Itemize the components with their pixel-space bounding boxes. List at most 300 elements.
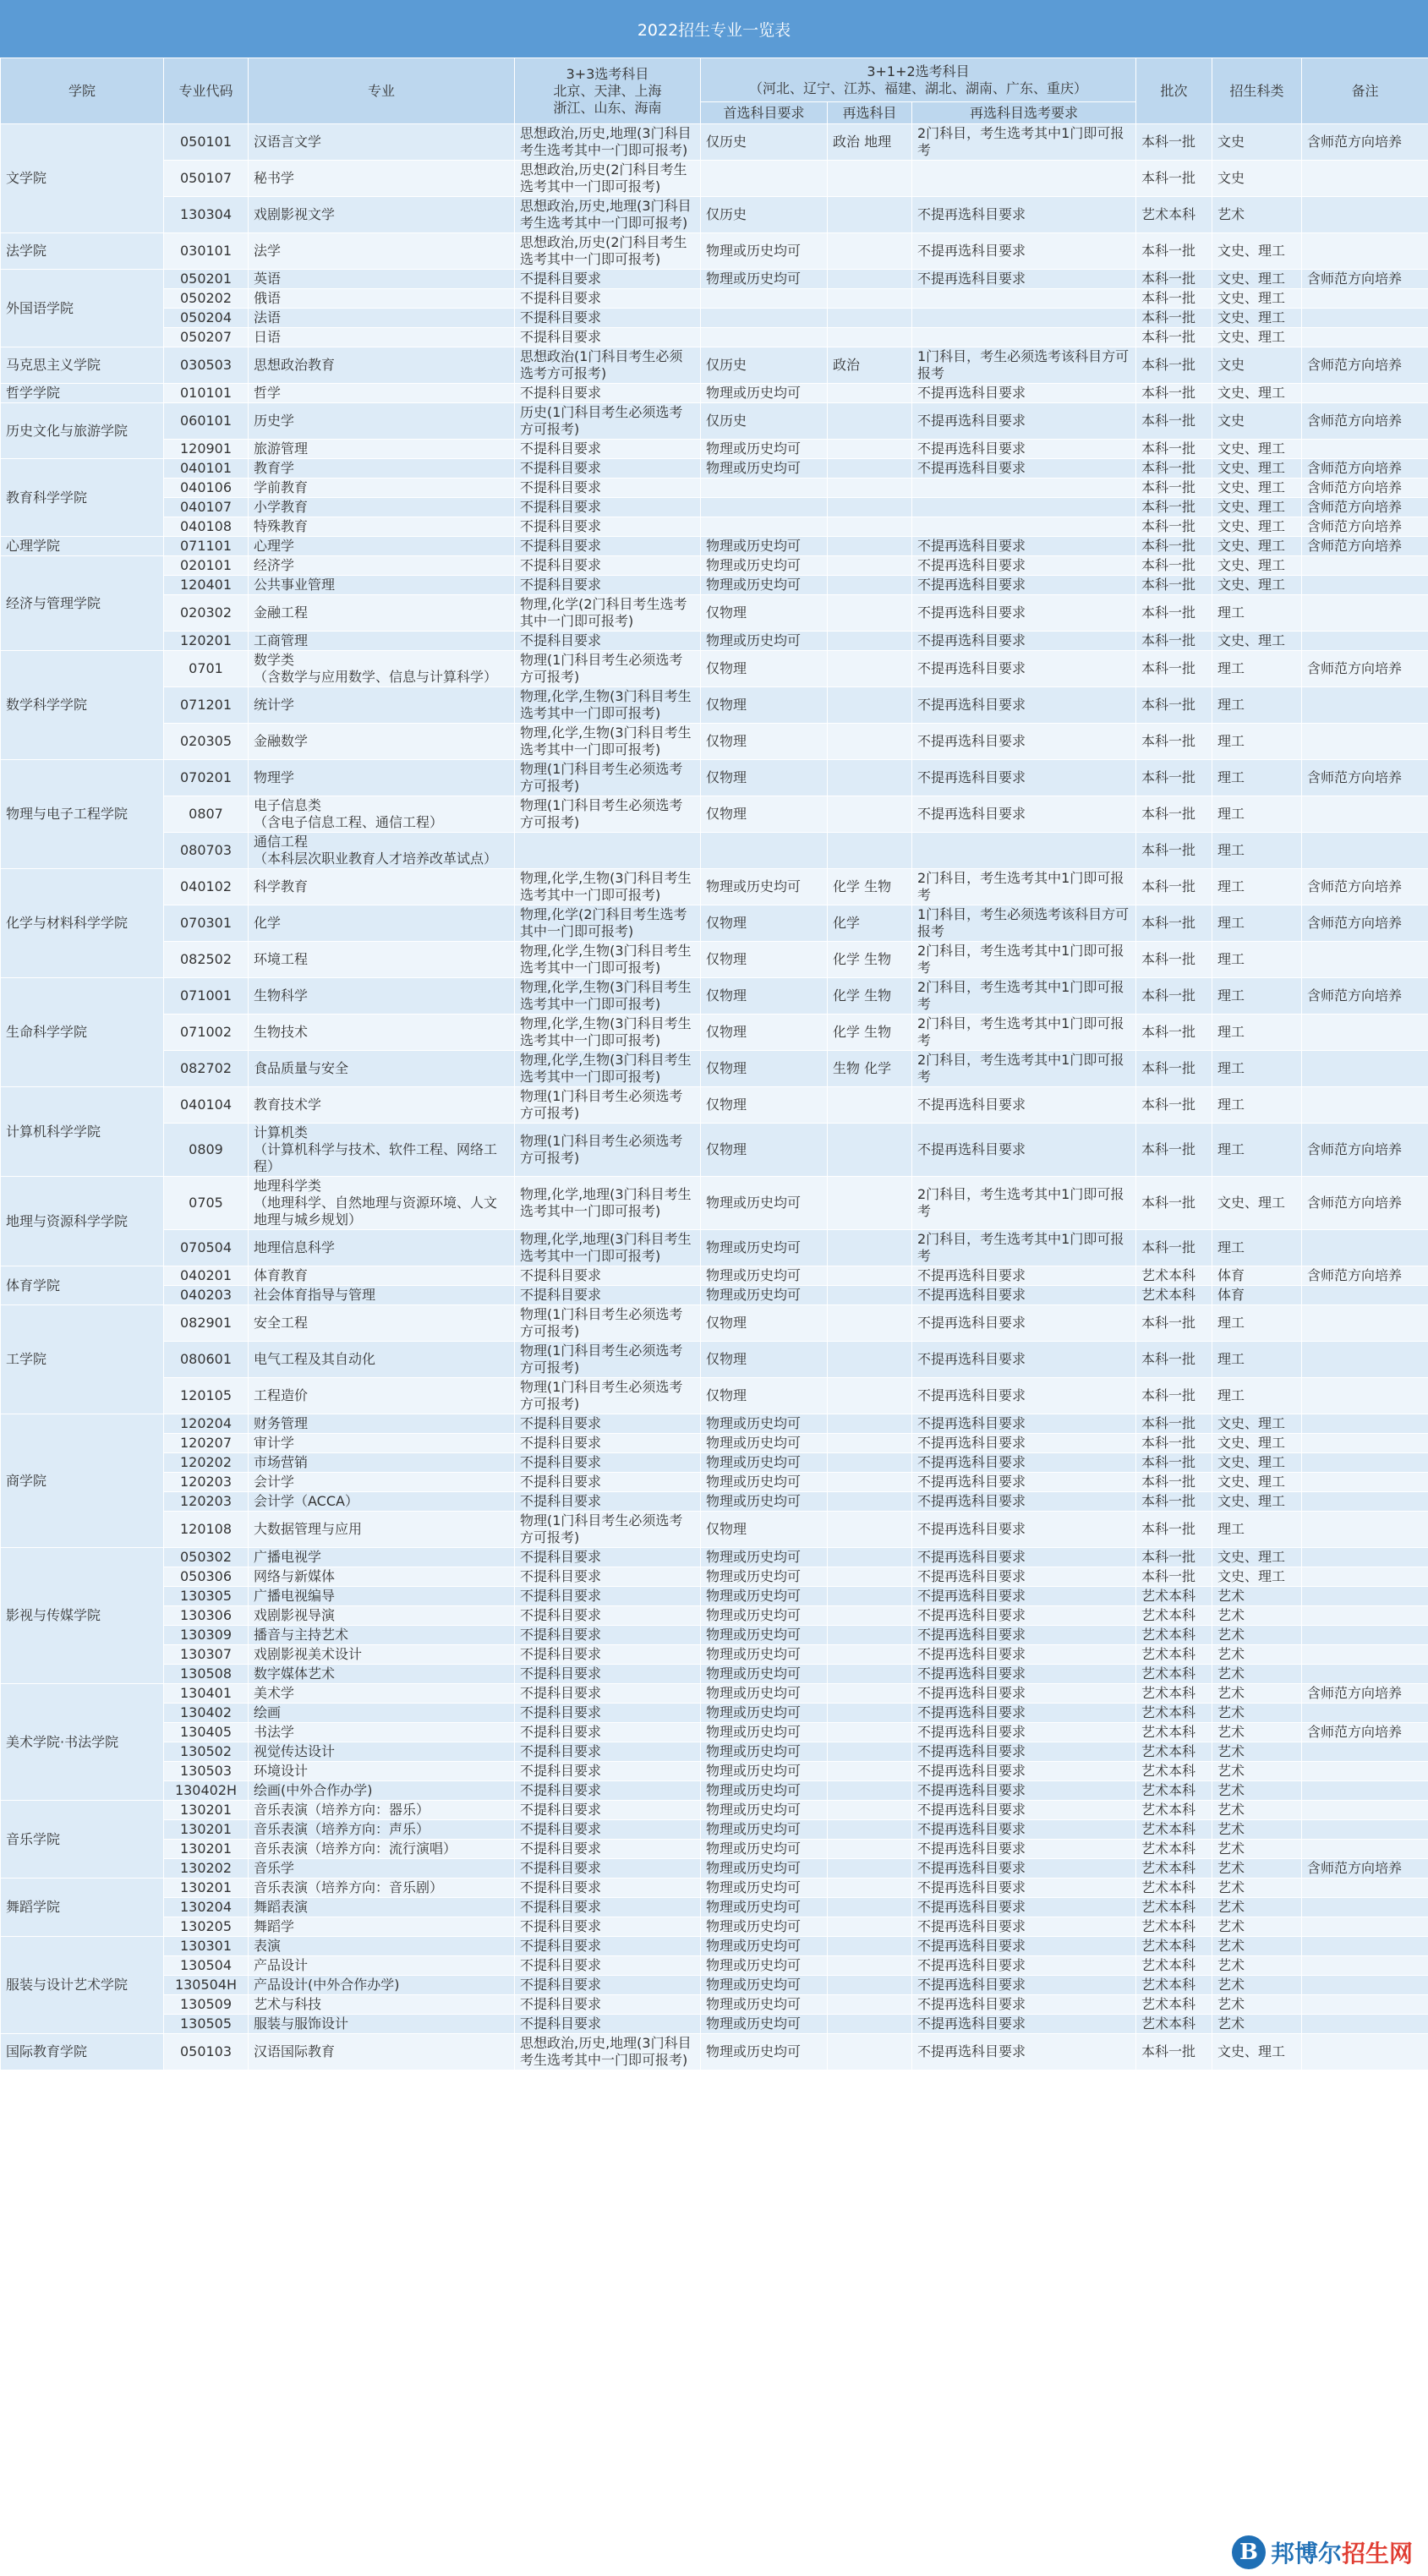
secondary-requirement: 不提再选科目要求: [912, 270, 1136, 289]
major-name: 物理学: [249, 760, 515, 796]
subject-req-3plus3: 物理,化学,生物(3门科目考生选考其中一门即可报考): [515, 724, 701, 760]
note: [1302, 1015, 1428, 1051]
college-name: 外国语学院: [1, 270, 164, 347]
major-code: 060101: [164, 403, 249, 440]
major-code: 050107: [164, 161, 249, 197]
batch: 艺术本科: [1136, 1645, 1212, 1665]
batch: 艺术本科: [1136, 1840, 1212, 1859]
major-name: 公共事业管理: [249, 576, 515, 595]
category: 文史: [1212, 347, 1302, 384]
category: 理工: [1212, 651, 1302, 687]
note: [1302, 1606, 1428, 1626]
category: 文史、理工: [1212, 1548, 1302, 1567]
table-row: [1, 347, 1428, 384]
secondary-requirement: 不提再选科目要求: [912, 1342, 1136, 1378]
batch: 本科一批: [1136, 1378, 1212, 1414]
category: 理工: [1212, 796, 1302, 833]
major-code: 130205: [164, 1917, 249, 1937]
subject-req-3plus3: 不提科目要求: [515, 1626, 701, 1645]
major-code: 130202: [164, 1859, 249, 1879]
primary-subject: [701, 517, 828, 537]
category: 文史、理工: [1212, 2034, 1302, 2070]
subject-req-3plus3: 物理(1门科目考生必须选考方可报考): [515, 1124, 701, 1177]
table-row: [1, 1587, 1428, 1606]
major-name: 体育教育: [249, 1266, 515, 1286]
primary-subject: 物理或历史均可: [701, 1684, 828, 1704]
major-name: 服装与服饰设计: [249, 2015, 515, 2034]
note: [1302, 384, 1428, 403]
table-row: [1, 1684, 1428, 1704]
major-name: 绘画: [249, 1704, 515, 1723]
table-row: [1, 1548, 1428, 1567]
primary-subject: 物理或历史均可: [701, 1704, 828, 1723]
batch: 艺术本科: [1136, 1859, 1212, 1879]
major-name: 艺术与科技: [249, 1995, 515, 2015]
primary-subject: 物理或历史均可: [701, 1606, 828, 1626]
category: 理工: [1212, 1342, 1302, 1378]
category: 文史、理工: [1212, 517, 1302, 537]
primary-subject: 物理或历史均可: [701, 556, 828, 576]
category: 文史、理工: [1212, 459, 1302, 479]
major-name: 戏剧影视美术设计: [249, 1645, 515, 1665]
subject-req-3plus3: 不提科目要求: [515, 2015, 701, 2034]
subject-req-3plus3: 物理,化学,生物(3门科目考生选考其中一门即可报考): [515, 1051, 701, 1087]
secondary-requirement: 不提再选科目要求: [912, 595, 1136, 632]
primary-subject: 物理或历史均可: [701, 1626, 828, 1645]
subject-req-3plus3: 不提科目要求: [515, 632, 701, 651]
college-name: 美术学院·书法学院: [1, 1684, 164, 1801]
major-code: 130405: [164, 1723, 249, 1742]
primary-subject: 仅历史: [701, 124, 828, 161]
secondary-subject: [828, 2034, 912, 2070]
major-code: 120204: [164, 1414, 249, 1434]
table-row: [1, 1567, 1428, 1587]
college-name: 计算机科学学院: [1, 1087, 164, 1177]
batch: 本科一批: [1136, 651, 1212, 687]
secondary-requirement: 不提再选科目要求: [912, 1976, 1136, 1995]
batch: 本科一批: [1136, 161, 1212, 197]
secondary-subject: [828, 595, 912, 632]
college-name: 物理与电子工程学院: [1, 760, 164, 869]
major-code: 020305: [164, 724, 249, 760]
secondary-requirement: 不提再选科目要求: [912, 1626, 1136, 1645]
admissions-table: [0, 57, 1428, 2070]
secondary-subject: 化学 生物: [828, 978, 912, 1015]
major-code: 040106: [164, 479, 249, 498]
major-name: 音乐表演（培养方向：流行演唱）: [249, 1840, 515, 1859]
site-watermark: [1223, 2532, 1421, 2573]
subject-req-3plus3: 不提科目要求: [515, 1684, 701, 1704]
batch: 艺术本科: [1136, 1684, 1212, 1704]
major-code: 080703: [164, 833, 249, 869]
category: 文史、理工: [1212, 556, 1302, 576]
note: 含师范方向培养: [1302, 905, 1428, 942]
subject-req-3plus3: 物理(1门科目考生必须选考方可报考): [515, 1342, 701, 1378]
table-row: [1, 1859, 1428, 1879]
table-row: [1, 1645, 1428, 1665]
subject-req-3plus3: 不提科目要求: [515, 1434, 701, 1453]
secondary-subject: [828, 289, 912, 309]
category: 艺术: [1212, 1898, 1302, 1917]
subject-req-3plus3: 不提科目要求: [515, 1723, 701, 1742]
major-name: 汉语国际教育: [249, 2034, 515, 2070]
subject-req-3plus3: 思想政治(1门科目考生必须选考方可报考): [515, 347, 701, 384]
secondary-requirement: 不提再选科目要求: [912, 1859, 1136, 1879]
major-name: 特殊教育: [249, 517, 515, 537]
secondary-requirement: 不提再选科目要求: [912, 1414, 1136, 1434]
secondary-requirement: 不提再选科目要求: [912, 1473, 1136, 1492]
secondary-requirement: 不提再选科目要求: [912, 1087, 1136, 1124]
table-row: [1, 632, 1428, 651]
secondary-subject: [828, 161, 912, 197]
batch: 本科一批: [1136, 270, 1212, 289]
subject-req-3plus3: 不提科目要求: [515, 270, 701, 289]
subject-req-3plus3: 不提科目要求: [515, 1840, 701, 1859]
major-code: 080601: [164, 1342, 249, 1378]
subject-req-3plus3: 物理(1门科目考生必须选考方可报考): [515, 1512, 701, 1548]
major-code: 050204: [164, 309, 249, 328]
category: 文史、理工: [1212, 576, 1302, 595]
note: [1302, 1342, 1428, 1378]
category: 艺术: [1212, 1840, 1302, 1859]
major-code: 071201: [164, 687, 249, 724]
major-name: 化学: [249, 905, 515, 942]
note: 含师范方向培养: [1302, 517, 1428, 537]
secondary-requirement: 不提再选科目要求: [912, 403, 1136, 440]
category: 艺术: [1212, 1704, 1302, 1723]
major-name: 历史学: [249, 403, 515, 440]
secondary-subject: [828, 1956, 912, 1976]
primary-subject: 物理或历史均可: [701, 1840, 828, 1859]
category: 艺术: [1212, 1742, 1302, 1762]
subject-req-3plus3: 不提科目要求: [515, 1567, 701, 1587]
major-name: 舞蹈学: [249, 1917, 515, 1937]
category: 艺术: [1212, 1976, 1302, 1995]
major-name: 安全工程: [249, 1305, 515, 1342]
batch: 本科一批: [1136, 440, 1212, 459]
major-code: 050306: [164, 1567, 249, 1587]
table-row: [1, 1898, 1428, 1917]
batch: 本科一批: [1136, 1512, 1212, 1548]
major-code: 040108: [164, 517, 249, 537]
major-code: 030503: [164, 347, 249, 384]
secondary-requirement: 2门科目，考生选考其中1门即可报考: [912, 1177, 1136, 1230]
batch: 本科一批: [1136, 289, 1212, 309]
secondary-subject: [828, 651, 912, 687]
table-row: [1, 595, 1428, 632]
category: 文史、理工: [1212, 1567, 1302, 1587]
secondary-subject: [828, 2015, 912, 2034]
secondary-subject: 化学 生物: [828, 942, 912, 978]
subject-req-3plus3: 思想政治,历史,地理(3门科目考生选考其中一门即可报考): [515, 124, 701, 161]
note: [1302, 724, 1428, 760]
major-code: 040102: [164, 869, 249, 905]
secondary-requirement: 不提再选科目要求: [912, 2034, 1136, 2070]
major-name: 绘画(中外合作办学): [249, 1781, 515, 1801]
header-college: 学院: [1, 58, 164, 124]
secondary-requirement: 不提再选科目要求: [912, 1378, 1136, 1414]
primary-subject: [701, 833, 828, 869]
primary-subject: 物理或历史均可: [701, 1177, 828, 1230]
subject-req-3plus3: 不提科目要求: [515, 1937, 701, 1956]
subject-req-3plus3: 不提科目要求: [515, 1859, 701, 1879]
note: [1302, 1704, 1428, 1723]
category: 艺术: [1212, 1606, 1302, 1626]
subject-req-3plus3: 不提科目要求: [515, 328, 701, 347]
major-code: 120203: [164, 1473, 249, 1492]
major-code: 130503: [164, 1762, 249, 1781]
primary-subject: [701, 498, 828, 517]
note: [1302, 1473, 1428, 1492]
table-row: [1, 270, 1428, 289]
major-code: 130508: [164, 1665, 249, 1684]
secondary-subject: [828, 440, 912, 459]
table-row: [1, 2015, 1428, 2034]
secondary-requirement: 不提再选科目要求: [912, 537, 1136, 556]
secondary-subject: [828, 1665, 912, 1684]
secondary-subject: [828, 724, 912, 760]
subject-req-3plus3: 不提科目要求: [515, 1742, 701, 1762]
note: [1302, 576, 1428, 595]
college-name: 音乐学院: [1, 1801, 164, 1879]
secondary-subject: [828, 556, 912, 576]
secondary-subject: [828, 1917, 912, 1937]
major-code: 0705: [164, 1177, 249, 1230]
table-row: [1, 869, 1428, 905]
category: 文史: [1212, 161, 1302, 197]
primary-subject: 物理或历史均可: [701, 1762, 828, 1781]
major-name: 音乐表演（培养方向：器乐）: [249, 1801, 515, 1820]
note: [1302, 632, 1428, 651]
major-code: 040107: [164, 498, 249, 517]
category: 艺术: [1212, 1781, 1302, 1801]
subject-req-3plus3: 思想政治,历史(2门科目考生选考其中一门即可报考): [515, 233, 701, 270]
category: 艺术: [1212, 1723, 1302, 1742]
major-name: 金融数学: [249, 724, 515, 760]
table-row: [1, 1840, 1428, 1859]
category: 文史、理工: [1212, 537, 1302, 556]
batch: 本科一批: [1136, 833, 1212, 869]
major-code: 050302: [164, 1548, 249, 1567]
batch: 艺术本科: [1136, 1917, 1212, 1937]
secondary-subject: [828, 1492, 912, 1512]
table-row: [1, 537, 1428, 556]
note: 含师范方向培养: [1302, 537, 1428, 556]
major-name: 视觉传达设计: [249, 1742, 515, 1762]
major-code: 050207: [164, 328, 249, 347]
table-row: [1, 233, 1428, 270]
secondary-subject: [828, 197, 912, 233]
category: 理工: [1212, 1305, 1302, 1342]
batch: 本科一批: [1136, 384, 1212, 403]
secondary-requirement: 2门科目，考生选考其中1门即可报考: [912, 978, 1136, 1015]
major-code: 040203: [164, 1286, 249, 1305]
batch: 艺术本科: [1136, 1898, 1212, 1917]
subject-req-3plus3: 物理,化学,地理(3门科目考生选考其中一门即可报考): [515, 1230, 701, 1266]
subject-req-3plus3: 不提科目要求: [515, 1879, 701, 1898]
table-row: [1, 796, 1428, 833]
subject-req-3plus3: 物理,化学(2门科目考生选考其中一门即可报考): [515, 595, 701, 632]
secondary-subject: [828, 1976, 912, 1995]
secondary-subject: 政治: [828, 347, 912, 384]
table-row: [1, 1015, 1428, 1051]
note: 含师范方向培养: [1302, 978, 1428, 1015]
secondary-requirement: 不提再选科目要求: [912, 1704, 1136, 1723]
batch: 艺术本科: [1136, 1665, 1212, 1684]
subject-req-3plus3: 不提科目要求: [515, 1995, 701, 2015]
batch: 本科一批: [1136, 517, 1212, 537]
category: 文史、理工: [1212, 1177, 1302, 1230]
note: [1302, 556, 1428, 576]
batch: 本科一批: [1136, 978, 1212, 1015]
primary-subject: 物理或历史均可: [701, 1801, 828, 1820]
note: [1302, 328, 1428, 347]
page-title: 2022招生专业一览表: [0, 0, 1428, 57]
primary-subject: 物理或历史均可: [701, 1473, 828, 1492]
batch: 艺术本科: [1136, 1801, 1212, 1820]
note: [1302, 1917, 1428, 1937]
major-name: 审计学: [249, 1434, 515, 1453]
note: [1302, 1587, 1428, 1606]
batch: 本科一批: [1136, 556, 1212, 576]
secondary-subject: [828, 1898, 912, 1917]
major-name: 音乐学: [249, 1859, 515, 1879]
note: 含师范方向培养: [1302, 869, 1428, 905]
major-code: 130201: [164, 1840, 249, 1859]
table-row: [1, 760, 1428, 796]
subject-req-3plus3: 不提科目要求: [515, 1548, 701, 1567]
major-code: 082502: [164, 942, 249, 978]
secondary-requirement: 2门科目，考生选考其中1门即可报考: [912, 1230, 1136, 1266]
primary-subject: 仅物理: [701, 651, 828, 687]
primary-subject: [701, 479, 828, 498]
subject-req-3plus3: 思想政治,历史,地理(3门科目考生选考其中一门即可报考): [515, 2034, 701, 2070]
subject-req-3plus3: 不提科目要求: [515, 1665, 701, 1684]
secondary-subject: [828, 1548, 912, 1567]
category: 艺术: [1212, 1859, 1302, 1879]
college-name: 舞蹈学院: [1, 1879, 164, 1937]
subject-req-3plus3: 不提科目要求: [515, 498, 701, 517]
table-row: [1, 576, 1428, 595]
table-row: [1, 1820, 1428, 1840]
primary-subject: 仅物理: [701, 978, 828, 1015]
secondary-requirement: [912, 498, 1136, 517]
major-code: 050103: [164, 2034, 249, 2070]
primary-subject: 仅历史: [701, 403, 828, 440]
subject-req-3plus3: 不提科目要求: [515, 309, 701, 328]
secondary-requirement: 不提再选科目要求: [912, 1645, 1136, 1665]
table-row: [1, 289, 1428, 309]
secondary-subject: [828, 1859, 912, 1879]
major-name: 工商管理: [249, 632, 515, 651]
table-row: [1, 328, 1428, 347]
note: [1302, 1626, 1428, 1645]
secondary-subject: [828, 403, 912, 440]
primary-subject: 物理或历史均可: [701, 1492, 828, 1512]
secondary-requirement: [912, 517, 1136, 537]
major-name: 市场营销: [249, 1453, 515, 1473]
major-name: 生物技术: [249, 1015, 515, 1051]
subject-req-3plus3: 不提科目要求: [515, 537, 701, 556]
note: 含师范方向培养: [1302, 1124, 1428, 1177]
subject-req-3plus3: 不提科目要求: [515, 1473, 701, 1492]
secondary-requirement: 不提再选科目要求: [912, 651, 1136, 687]
primary-subject: 物理或历史均可: [701, 440, 828, 459]
secondary-requirement: [912, 161, 1136, 197]
subject-req-3plus3: 物理,化学,生物(3门科目考生选考其中一门即可报考): [515, 687, 701, 724]
major-name: 社会体育指导与管理: [249, 1286, 515, 1305]
major-name: 俄语: [249, 289, 515, 309]
note: [1302, 1230, 1428, 1266]
secondary-requirement: 2门科目，考生选考其中1门即可报考: [912, 942, 1136, 978]
major-name: 统计学: [249, 687, 515, 724]
secondary-subject: [828, 1626, 912, 1645]
category: 文史、理工: [1212, 384, 1302, 403]
primary-subject: 物理或历史均可: [701, 2034, 828, 2070]
note: [1302, 233, 1428, 270]
major-name: 旅游管理: [249, 440, 515, 459]
table-row: [1, 1665, 1428, 1684]
category: 文史、理工: [1212, 309, 1302, 328]
secondary-requirement: 不提再选科目要求: [912, 197, 1136, 233]
category: 理工: [1212, 978, 1302, 1015]
secondary-subject: [828, 1087, 912, 1124]
secondary-requirement: 不提再选科目要求: [912, 1742, 1136, 1762]
major-name: 戏剧影视导演: [249, 1606, 515, 1626]
batch: 艺术本科: [1136, 1976, 1212, 1995]
secondary-requirement: 不提再选科目要求: [912, 796, 1136, 833]
major-name: 地理信息科学: [249, 1230, 515, 1266]
note: [1302, 2034, 1428, 2070]
note: [1302, 1781, 1428, 1801]
note: [1302, 1414, 1428, 1434]
table-row: [1, 403, 1428, 440]
table-row: [1, 1453, 1428, 1473]
table-row: [1, 1995, 1428, 2015]
table-row: [1, 1414, 1428, 1434]
batch: 艺术本科: [1136, 1781, 1212, 1801]
category: 文史、理工: [1212, 233, 1302, 270]
batch: 本科一批: [1136, 595, 1212, 632]
table-row: [1, 440, 1428, 459]
major-name: 表演: [249, 1937, 515, 1956]
secondary-requirement: 不提再选科目要求: [912, 1453, 1136, 1473]
subject-req-3plus3: 不提科目要求: [515, 1286, 701, 1305]
secondary-subject: [828, 1840, 912, 1859]
category: 体育: [1212, 1266, 1302, 1286]
major-name: 大数据管理与应用: [249, 1512, 515, 1548]
secondary-requirement: [912, 309, 1136, 328]
batch: 本科一批: [1136, 328, 1212, 347]
major-code: 120201: [164, 632, 249, 651]
major-name: 教育学: [249, 459, 515, 479]
secondary-subject: [828, 479, 912, 498]
subject-req-3plus3: 不提科目要求: [515, 1414, 701, 1434]
table-row: [1, 124, 1428, 161]
batch: 本科一批: [1136, 1473, 1212, 1492]
batch: 艺术本科: [1136, 1742, 1212, 1762]
batch: 本科一批: [1136, 1305, 1212, 1342]
subject-req-3plus3: 物理(1门科目考生必须选考方可报考): [515, 796, 701, 833]
category: 艺术: [1212, 1684, 1302, 1704]
category: 艺术: [1212, 1937, 1302, 1956]
batch: 艺术本科: [1136, 1956, 1212, 1976]
secondary-subject: [828, 687, 912, 724]
major-name: 通信工程 （本科层次职业教育人才培养改革试点）: [249, 833, 515, 869]
major-code: 130304: [164, 197, 249, 233]
batch: 本科一批: [1136, 905, 1212, 942]
primary-subject: 物理或历史均可: [701, 1976, 828, 1995]
